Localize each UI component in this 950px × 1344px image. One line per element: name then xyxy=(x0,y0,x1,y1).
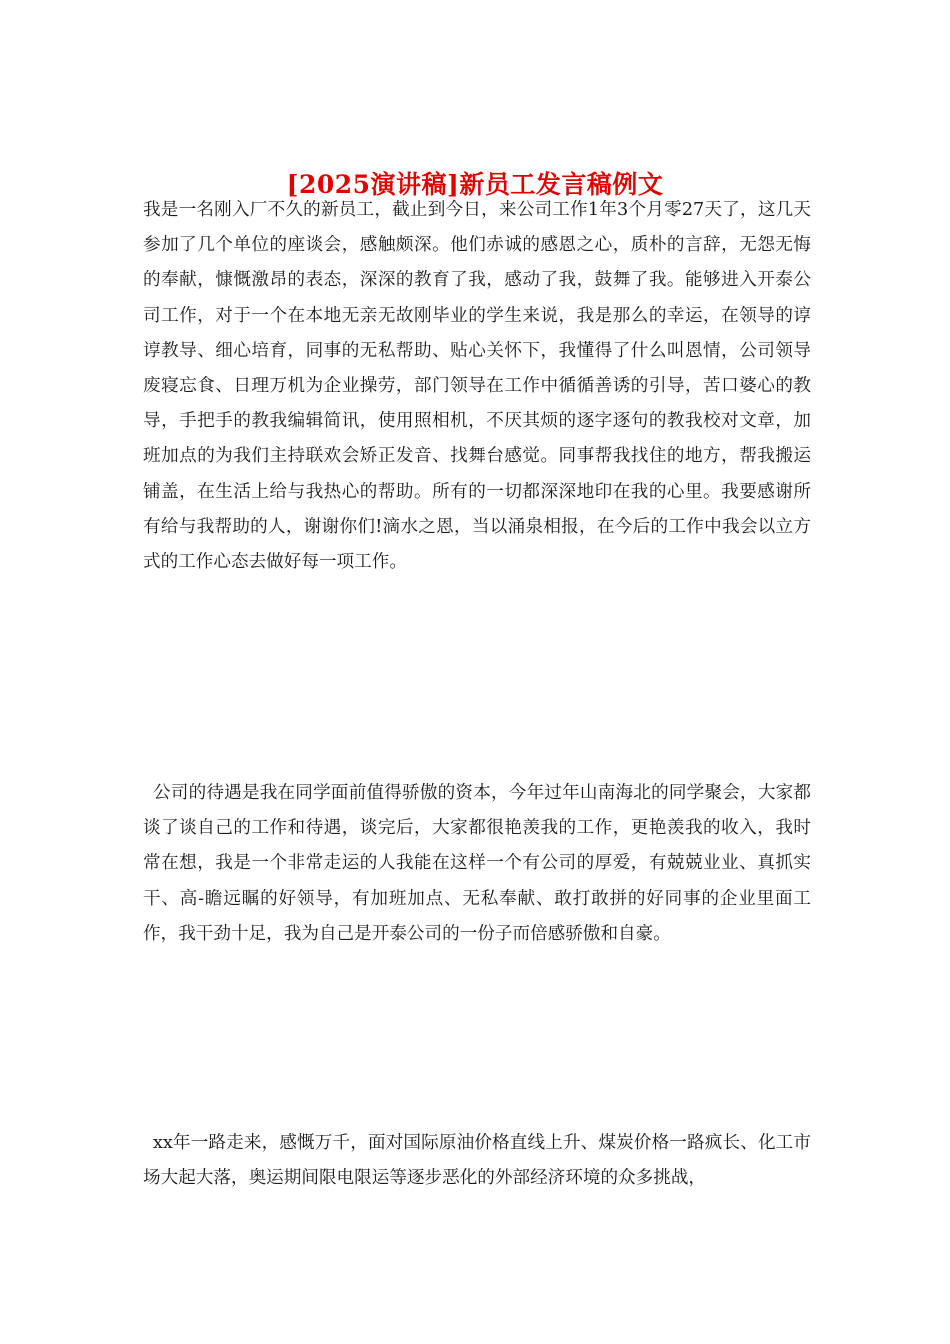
paragraph-2: 公司的待遇是我在同学面前值得骄傲的资本，今年过年山南海北的同学聚会，大家都谈了谈自己的工作和待遇，谈完后，大家都很艳羡我的工作，更艳羡我的收入，我时常在想，我是一个非常走运的人我能在这样一个有公司的厚爱，有兢兢业业、真抓实干、高-瞻远瞩的好领导，有加班加点、无私奉献、敢打敢拼的好同事的企业里面工作，我干劲十足，我为自己是开泰公司的一份子而倍感骄傲和自豪。 xyxy=(143,783,811,944)
paragraph-3: xx年一路走来，感慨万千，面对国际原油价格直线上升、煤炭价格一路疯长、化工市场大起大落，奥运期间限电限运等逐步恶化的外部经济环境的众多挑战， xyxy=(143,1133,811,1189)
document-title: [2025演讲稿]新员工发言稿例文 xyxy=(286,169,664,199)
paragraph-1: 我是一名刚入厂不久的新员工，截止到今日，来公司工作1年3个月零27天了，这几天参加了几个单位的座谈会，感触颇深。他们赤诚的感恩之心，质朴的言辞，无怨无悔的奉献，慷慨激昂的表态，深深的教育了我，感动了我，鼓舞了我。能够进入开泰公司工作，对于一个在本地无亲无故刚毕业的学生来说，我是那么的幸运，在领导的谆谆教导、细心培育，同事的无私帮助、贴心关怀下，我懂得了什么叫恩情，公司领导废寝忘食、日理万机为企业操劳，部门领导在工作中循循善诱的引导，苦口婆心的教导，手把手的教我编辑简讯，使用照相机，不厌其烦的逐字逐句的教我校对文章，加班加点的为我们主持联欢会矫正发音、找舞台感觉。同事帮我找住的地方，帮我搬运铺盖，在生活上给与我热心的帮助。所有的一切都深深地印在我的心里。我要感谢所有给与我帮助的人，谢谢你们!滴水之恩，当以涌泉相报，在今后的工作中我会以立方式的工作心态去做好每一项工作。 xyxy=(143,200,811,573)
